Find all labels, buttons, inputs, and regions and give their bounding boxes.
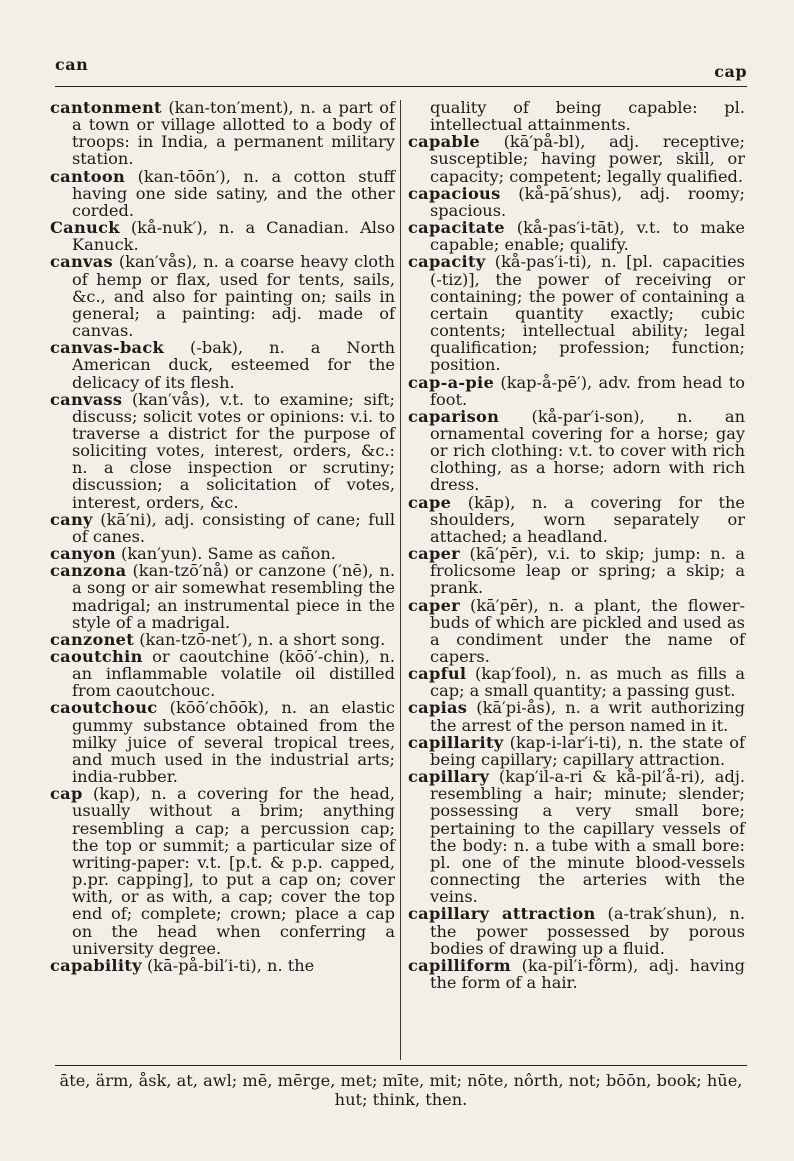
column-divider — [400, 100, 401, 1060]
headword: capillarity — [408, 732, 504, 752]
dictionary-entry — [50, 699, 395, 785]
dictionary-entry — [408, 408, 745, 494]
definition-text: (kå-pas′i-ti), n. [pl. capacities (-tiz)], the power of receiving or containing; the power of containing a certain quantity exactly; cubic contents; intellectual ability; legal qualification; profession; function; position. — [430, 252, 745, 375]
headword: capful — [408, 664, 467, 684]
definition-text: (kå-pā′shus), adj. roomy; spacious. — [430, 183, 745, 220]
definition-text: (kan-tōōn′), n. a cotton stuff having one side satiny, and the other corded. — [72, 166, 395, 220]
dictionary-entry — [408, 133, 745, 184]
definition-text: (kap′il-a-ri & kå-pil′å-ri), adj. resembling a hair; minute; slender; possessing a very small bore; pertaining to the capillary vessels of the body: n. a tube with a small bore: pl. one of the minute blood-vessels connecting the arteries with the veins. — [430, 767, 745, 907]
headword: canzona — [50, 561, 127, 581]
headword: canzonet — [50, 629, 135, 649]
page-header-left: can — [55, 55, 89, 74]
dictionary-entry — [50, 545, 395, 562]
footer-rule — [55, 1065, 747, 1066]
definition-text: or caoutchine (kōō′-chin), n. an inflammable volatile oil distilled from caoutchouc. — [72, 647, 395, 701]
headword: capillary — [408, 767, 490, 787]
headword: capias — [408, 698, 468, 718]
definition-text: quality of being capable: pl. intellectual attainments. — [430, 98, 745, 135]
headword: capable — [408, 132, 481, 152]
dictionary-entry — [408, 99, 745, 133]
dictionary-entry — [50, 957, 395, 974]
definition-text: (kan-tzō′nå) or canzone (′nē), n. a song or air somewhat resembling the madrigal; an instrumental piece in the style of a madrigal. — [72, 561, 395, 632]
dictionary-entry — [408, 494, 745, 545]
dictionary-entry — [408, 734, 745, 768]
headword: capacity — [408, 252, 486, 272]
headword: capability — [50, 955, 142, 975]
dictionary-entry — [408, 185, 745, 219]
definition-text: (kan′vås), v.t. to examine; sift; discuss; solicit votes or opinions: v.i. to traverse a district for the purpose of soliciting votes, interest, orders, &c.: n. a close inspection or scrutiny; discussion; a solicitation of votes, interest, orders, &c. — [72, 389, 395, 512]
headword: cap — [50, 784, 83, 804]
headword: capacitate — [408, 218, 505, 238]
dictionary-entry — [50, 562, 395, 631]
headword: capilliform — [408, 955, 511, 975]
right-column — [408, 99, 745, 991]
definition-text: (kā-på-bil′i-ti), n. the — [141, 955, 315, 975]
definition-text: (kan-tzō-net′), n. a short song. — [134, 629, 386, 649]
pronunciation-key: āte, ärm, åsk, at, awl; mē, mērge, met; mīte, mit; nōte, nôrth, not; bōōn, book; hūe, hut; think, then. — [59, 1071, 743, 1109]
dictionary-entry — [50, 168, 395, 219]
dictionary-entry — [408, 665, 745, 699]
definition-text: (kā′på-bl), adj. receptive; susceptible; having power, skill, or capacity; competent; legally qualified. — [430, 132, 745, 186]
headword: canvass — [50, 389, 123, 409]
headword: canvas — [50, 252, 113, 272]
definition-text: (kap-å-pē′), adv. from head to foot. — [430, 372, 745, 409]
definition-text: (-bak), n. a North American duck, esteemed for the delicacy of its flesh. — [72, 338, 395, 392]
definition-text: (kā′pi-ås), n. a writ authorizing the arrest of the person named in it. — [430, 698, 745, 735]
dictionary-entry — [50, 391, 395, 511]
definition-text: (kå-nuk′), n. a Canadian. Also Kanuck. — [72, 218, 395, 255]
dictionary-entry — [408, 374, 745, 408]
headword: cany — [50, 509, 93, 529]
headword: caper — [408, 595, 460, 615]
headword: capillary attraction — [408, 904, 596, 924]
page-header-right: cap — [714, 62, 747, 81]
headword: caoutchin — [50, 647, 143, 666]
headword: cantonment — [50, 98, 162, 117]
headword: cap-a-pie — [408, 372, 495, 392]
dictionary-entry — [408, 597, 745, 666]
dictionary-entry — [408, 545, 745, 596]
dictionary-entry — [408, 219, 745, 253]
definition-text: (kå-par′i-son), n. an ornamental covering for a horse; gay or rich clothing: v.t. to cover with rich clothing, as a horse; adorn with rich dress. — [430, 406, 745, 495]
dictionary-entry — [408, 253, 745, 373]
definition-text: (kan-ton′ment), n. a part of a town or village allotted to a body of troops: in India, a permanent military station. — [72, 98, 395, 169]
headword: capacious — [408, 183, 501, 203]
definition-text: (kap), n. a covering for the head, usually without a brim; anything resembling a cap; a percussion cap; the top or summit; a particular size of writing-paper: v.t. [p.t. & p.p. capped, p.pr. capping], to put a cap on; cover with, or as with, a cap; cover the top end of; complete; crown; place a cap on the head when conferring a university degree. — [72, 784, 395, 958]
dictionary-entry — [408, 905, 745, 956]
headword: Canuck — [50, 218, 120, 238]
definition-text: (ka-pil′i-fôrm), adj. having the form of a hair. — [430, 955, 745, 992]
headword: caparison — [408, 406, 500, 426]
headword: canvas-back — [50, 338, 165, 358]
definition-text: (a-trak′shun), n. the power possessed by porous bodies of drawing up a fluid. — [430, 904, 745, 958]
definition-text: (kå-pas′i-tāt), v.t. to make capable; enable; qualify. — [430, 218, 745, 255]
dictionary-entry — [408, 699, 745, 733]
definition-text: (kan′yun). Same as cañon. — [115, 544, 336, 564]
definition-text: (kan′vås), n. a coarse heavy cloth of hemp or flax, used for tents, sails, &c., and also for painting on; sails in general; a painting: adj. made of canvas. — [72, 252, 395, 341]
headword: cape — [408, 492, 452, 512]
definition-text: (kā′pēr), v.i. to skip; jump: n. a frolicsome leap or spring; a skip; a prank. — [430, 544, 745, 598]
definition-text: (kā′pēr), n. a plant, the flower-buds of which are pickled and used as a condiment under the name of capers. — [430, 595, 745, 666]
left-column — [50, 99, 395, 974]
dictionary-entry — [408, 957, 745, 991]
dictionary-entry — [50, 785, 395, 957]
definition-text: (kā′ni), adj. consisting of cane; full of canes. — [72, 509, 395, 546]
dictionary-entry — [50, 511, 395, 545]
definition-text: (kap-i-lar′i-ti), n. the state of being capillary; capillary attraction. — [430, 732, 745, 769]
dictionary-entry — [50, 631, 395, 648]
dictionary-entry — [50, 339, 395, 390]
headword: caper — [408, 544, 460, 564]
dictionary-entry — [50, 253, 395, 339]
headword: canyon — [50, 544, 116, 564]
definition-text: (kōō′chōōk), n. an elastic gummy substance obtained from the milky juice of several tropical trees, and much used in the industrial arts; india-rubber. — [72, 698, 395, 787]
header-rule — [55, 86, 747, 87]
dictionary-entry — [408, 768, 745, 905]
definition-text: (kap′fool), n. as much as fills a cap; a small quantity; a passing gust. — [430, 664, 745, 701]
dictionary-entry — [50, 648, 395, 699]
definition-text: (kāp), n. a covering for the shoulders, worn separately or attached; a headland. — [430, 492, 745, 546]
dictionary-entry — [50, 99, 395, 168]
dictionary-entry — [50, 219, 395, 253]
headword: caoutchouc — [50, 698, 158, 718]
headword: cantoon — [50, 166, 126, 186]
